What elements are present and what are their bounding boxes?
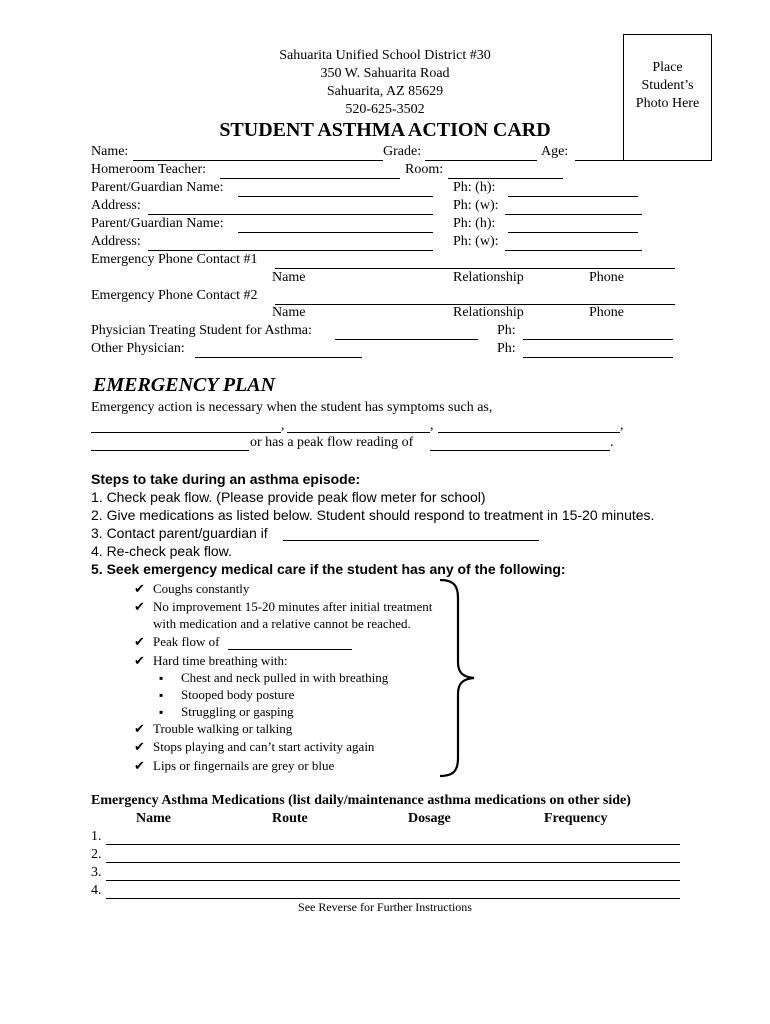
parent-guardian-2-field[interactable] <box>238 232 433 233</box>
photo-box[interactable] <box>623 34 712 161</box>
medication-row-2-field[interactable] <box>106 862 680 863</box>
contact-parent-if-field[interactable] <box>283 540 539 541</box>
check-icon: ✔ <box>134 600 145 615</box>
sub-symptom-gasping: Struggling or gasping <box>181 704 294 719</box>
physician-ph-field[interactable] <box>523 339 673 340</box>
check-icon: ✔ <box>134 722 145 737</box>
symptom-no-improvement-cont: with medication and a relative cannot be reached. <box>153 616 411 631</box>
district-phone: 520-625-3502 <box>345 102 425 117</box>
bullet-icon: ▪ <box>159 688 164 702</box>
name-field[interactable] <box>133 160 383 161</box>
physician-ph-label: Ph: <box>497 323 516 338</box>
step-2: 2. Give medications as listed below. Student should respond to treatment in 15-20 minutes. <box>91 507 655 523</box>
emergency-plan-heading: EMERGENCY PLAN <box>93 374 276 396</box>
physician-field[interactable] <box>335 339 478 340</box>
emergency-contact-2-label: Emergency Phone Contact #2 <box>91 288 258 303</box>
step-3: 3. Contact parent/guardian if <box>91 525 268 541</box>
med-col-name: Name <box>136 811 171 826</box>
photo-line-2: Student’s <box>641 78 694 93</box>
comma-2: , <box>430 418 434 433</box>
contact-2-col-relationship: Relationship <box>453 305 524 320</box>
other-physician-ph-label: Ph: <box>497 341 516 356</box>
check-icon: ✔ <box>134 740 145 755</box>
homeroom-teacher-label: Homeroom Teacher: <box>91 162 206 177</box>
contact-2-col-phone: Phone <box>589 305 624 320</box>
emergency-plan-intro: Emergency action is necessary when the student has symptoms such as, <box>91 400 493 415</box>
age-field[interactable] <box>575 160 623 161</box>
ph-w-1-label: Ph: (w): <box>453 198 499 213</box>
check-icon: ✔ <box>134 635 145 650</box>
ph-h-2-field[interactable] <box>508 232 638 233</box>
ph-h-1-label: Ph: (h): <box>453 180 496 195</box>
ph-w-1-field[interactable] <box>505 214 642 215</box>
sub-symptom-posture: Stooped body posture <box>181 687 295 702</box>
ph-w-2-field[interactable] <box>505 250 642 251</box>
parent-guardian-1-label: Parent/Guardian Name: <box>91 180 224 195</box>
med-row-number: 1. <box>91 829 102 844</box>
med-col-route: Route <box>272 811 308 826</box>
symptom-peak-flow: Peak flow of <box>153 634 220 649</box>
photo-line-1: Place <box>652 60 683 75</box>
name-label: Name: <box>91 144 129 159</box>
parent-guardian-1-field[interactable] <box>238 196 433 197</box>
emergency-contact-1-label: Emergency Phone Contact #1 <box>91 252 258 267</box>
age-label: Age: <box>541 144 569 159</box>
other-physician-ph-field[interactable] <box>523 357 673 358</box>
homeroom-teacher-field[interactable] <box>220 178 400 179</box>
district-name: Sahuarita Unified School District #30 <box>279 48 491 63</box>
ph-h-2-label: Ph: (h): <box>453 216 496 231</box>
room-label: Room: <box>405 162 444 177</box>
med-col-dosage: Dosage <box>408 811 451 826</box>
symptom-trouble-walking: Trouble walking or talking <box>153 721 293 736</box>
peak-flow-of-field[interactable] <box>228 649 352 650</box>
ph-h-1-field[interactable] <box>508 196 638 197</box>
check-icon: ✔ <box>134 654 145 669</box>
medication-row-4-field[interactable] <box>106 898 680 899</box>
ph-w-2-label: Ph: (w): <box>453 234 499 249</box>
bullet-icon: ▪ <box>159 671 164 685</box>
symptom-hard-breathing: Hard time breathing with: <box>153 653 288 668</box>
page-title: STUDENT ASTHMA ACTION CARD <box>219 119 551 141</box>
medication-row-3-field[interactable] <box>106 880 680 881</box>
comma-1: , <box>281 418 285 433</box>
steps-heading: Steps to take during an asthma episode: <box>91 471 361 487</box>
medication-row-1-field[interactable] <box>106 844 680 845</box>
symptom-lips: Lips or fingernails are grey or blue <box>153 758 335 773</box>
contact-1-col-relationship: Relationship <box>453 270 524 285</box>
check-icon: ✔ <box>134 759 145 774</box>
physician-label: Physician Treating Student for Asthma: <box>91 323 312 338</box>
check-icon: ✔ <box>134 582 145 597</box>
peak-flow-reading-field[interactable] <box>430 450 610 451</box>
contact-1-col-name: Name <box>272 270 306 285</box>
med-col-frequency: Frequency <box>544 811 608 826</box>
room-field[interactable] <box>448 178 563 179</box>
med-row-number: 2. <box>91 847 102 862</box>
emergency-contact-1-field[interactable] <box>275 268 675 269</box>
med-row-number: 4. <box>91 883 102 898</box>
district-street: 350 W. Sahuarita Road <box>320 66 450 81</box>
symptom-field-2[interactable] <box>287 432 430 433</box>
parent-guardian-2-label: Parent/Guardian Name: <box>91 216 224 231</box>
peak-flow-reading-text: or has a peak flow reading of <box>250 435 414 450</box>
footer-note: See Reverse for Further Instructions <box>298 900 472 914</box>
symptom-stops-playing: Stops playing and can’t start activity again <box>153 739 375 754</box>
grade-field[interactable] <box>425 160 537 161</box>
step-5: 5. Seek emergency medical care if the student has any of the following: <box>91 561 566 577</box>
medications-heading: Emergency Asthma Medications (list daily/maintenance asthma medications on other side) <box>91 793 631 808</box>
symptom-coughs: Coughs constantly <box>153 581 250 596</box>
other-physician-field[interactable] <box>195 357 362 358</box>
symptom-field-3[interactable] <box>438 432 620 433</box>
curly-brace-icon <box>436 578 480 778</box>
contact-2-col-name: Name <box>272 305 306 320</box>
bullet-icon: ▪ <box>159 705 164 719</box>
other-physician-label: Other Physician: <box>91 341 185 356</box>
symptom-field-1[interactable] <box>91 432 281 433</box>
address-1-label: Address: <box>91 198 141 213</box>
symptom-field-4[interactable] <box>91 450 249 451</box>
contact-1-col-phone: Phone <box>589 270 624 285</box>
address-2-label: Address: <box>91 234 141 249</box>
comma-3: , <box>620 418 624 433</box>
address-1-field[interactable] <box>148 214 433 215</box>
step-1: 1. Check peak flow. (Please provide peak flow meter for school) <box>91 489 486 505</box>
address-2-field[interactable] <box>148 250 433 251</box>
district-city: Sahuarita, AZ 85629 <box>326 84 444 99</box>
grade-label: Grade: <box>383 144 422 159</box>
symptom-no-improvement: No improvement 15-20 minutes after initial treatment <box>153 599 433 614</box>
sub-symptom-chest: Chest and neck pulled in with breathing <box>181 670 389 685</box>
step-4: 4. Re-check peak flow. <box>91 543 232 559</box>
photo-line-3: Photo Here <box>635 96 700 111</box>
med-row-number: 3. <box>91 865 102 880</box>
peak-flow-period: . <box>610 435 614 450</box>
